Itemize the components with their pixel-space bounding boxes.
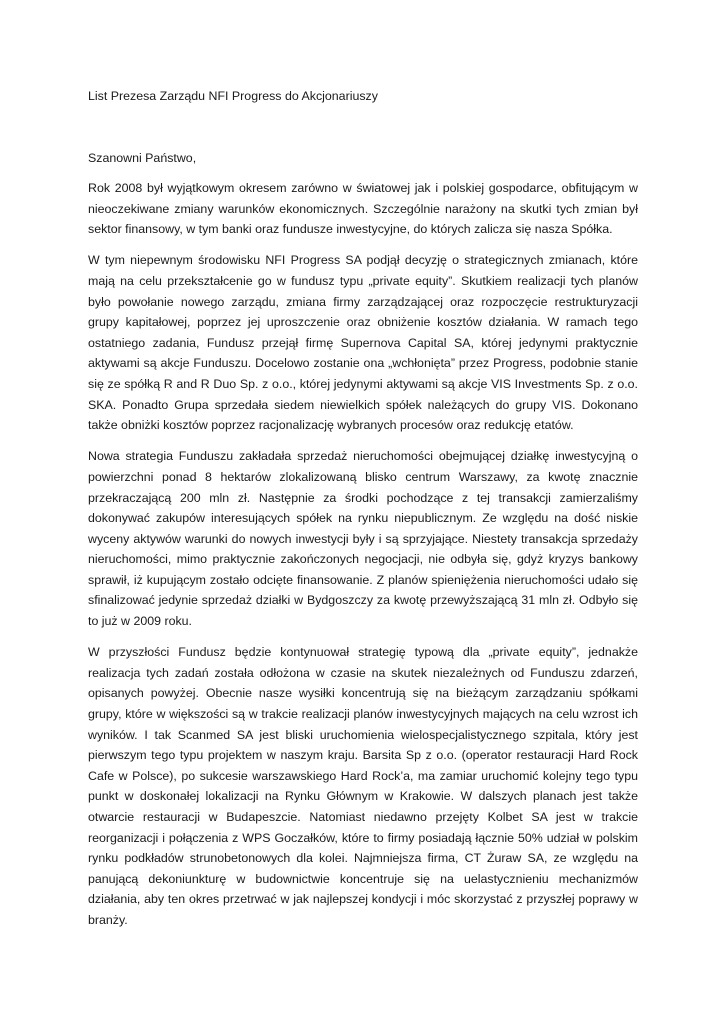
letter-page [88,86,638,941]
letter-salutation: Szanowni Państwo, [88,150,197,165]
letter-paragraph: Nowa strategia Funduszu zakładała sprzedaż nieruchomości obejmującej działkę inwestycyjną o powierzchni ponad 8 hektarów zlokalizowaną blisko centrum Warszawy, za kwotę znacznie przekraczającą 200 mln zł. Następnie za środki pochodzące z tej transakcji zamierzaliśmy dokonywać zakupów interesujących spółek na rynku niepublicznym. Ze względu na dość niskie wyceny aktywów warunki do nowych inwestycji były i są sprzyjające. Niestety transakcja sprzedaży nieruchomości, mimo praktycznie zakończonych negocjacji, nie odbyła się, gdyż kryzys bankowy sprawił, iż kupującym zostało odcięte finansowanie. Z planów spieniężenia nieruchomości udało się sfinalizować jedynie sprzedaż działki w Bydgoszczy za kwotę przewyższającą 31 mln zł. Odbyło się to już w 2009 roku. [88,449,638,629]
letter-paragraph: Rok 2008 był wyjątkowym okresem zarówno w światowej jak i polskiej gospodarce, obfitującym w nieoczekiwane zmiany warunków ekonomicznych. Szczególnie narażony na skutki tych zmian był sektor finansowy, w tym banki oraz fundusze inwestycyjne, do których zalicza się nasza Spółka. [88,181,638,237]
letter-paragraph: W tym niepewnym środowisku NFI Progress SA podjął decyzję o strategicznych zmianach, które mają na celu przekształcenie go w fundusz typu „private equity”. Skutkiem realizacji tych planów było powołanie nowego zarządu, zmiana firmy zarządzającej oraz rozpoczęcie restrukturyzacji grupy kapitałowej, poprzez jej uproszczenie oraz obniżenie kosztów działania. W ramach tego ostatniego zadania, Fundusz przejął firmę Supernova Capital SA, której jedynymi praktycznie aktywami są akcje Funduszu. Docelowo zostanie ona „wchłonięta” przez Progress, podobnie stanie się ze spółką R and R Duo Sp. z o.o., której jedynymi aktywami są akcje VIS Investments Sp. z o.o. SKA. Ponadto Grupa sprzedała siedem niewielkich spółek należących do grupy VIS. Dokonano także obniżki kosztów poprzez racjonalizację wybranych procesów oraz redukcję etatów. [88,253,638,433]
letter-title: List Prezesa Zarządu NFI Progress do Akcjonariuszy [88,89,378,103]
letter-paragraph: W przyszłości Fundusz będzie kontynuował strategię typową dla „private equity”, jednakże realizacja tych zadań została odłożona w czasie na skutek niezależnych od Funduszu zdarzeń, opisanych powyżej. Obecnie nasze wysiłki koncentrują się na bieżącym zarządzaniu spółkami grupy, które w większości są w trakcie realizacji planów inwestycyjnych mających na celu wzrost ich wyników. I tak Scanmed SA jest bliski uruchomienia wielospecjalistycznego szpitala, który jest pierwszym tego typu projektem w naszym kraju. Barsita Sp z o.o. (operator restauracji Hard Rock Cafe w Polsce), po sukcesie warszawskiego Hard Rock’a, ma zamiar uruchomić kolejny tego typu punkt w doskonałej lokalizacji na Rynku Głównym w Krakowie. W dalszych planach jest także otwarcie restauracji w Budapeszcie. Natomiast niedawno przejęty Kolbet SA jest w trakcie reorganizacji i połączenia z WPS Goczałków, które to firmy posiadają łącznie 50% udział w polskim rynku podkładów strunobetonowych dla kolei. Najmniejsza firma, CT Żuraw SA, ze względu na panującą dekoniunkturę w budownictwie koncentruje się na uelastycznieniu mechanizmów działania, aby ten okres przetrwać w jak najlepszej kondycji i móc skorzystać z przyszłej poprawy w branży. [88,645,638,927]
